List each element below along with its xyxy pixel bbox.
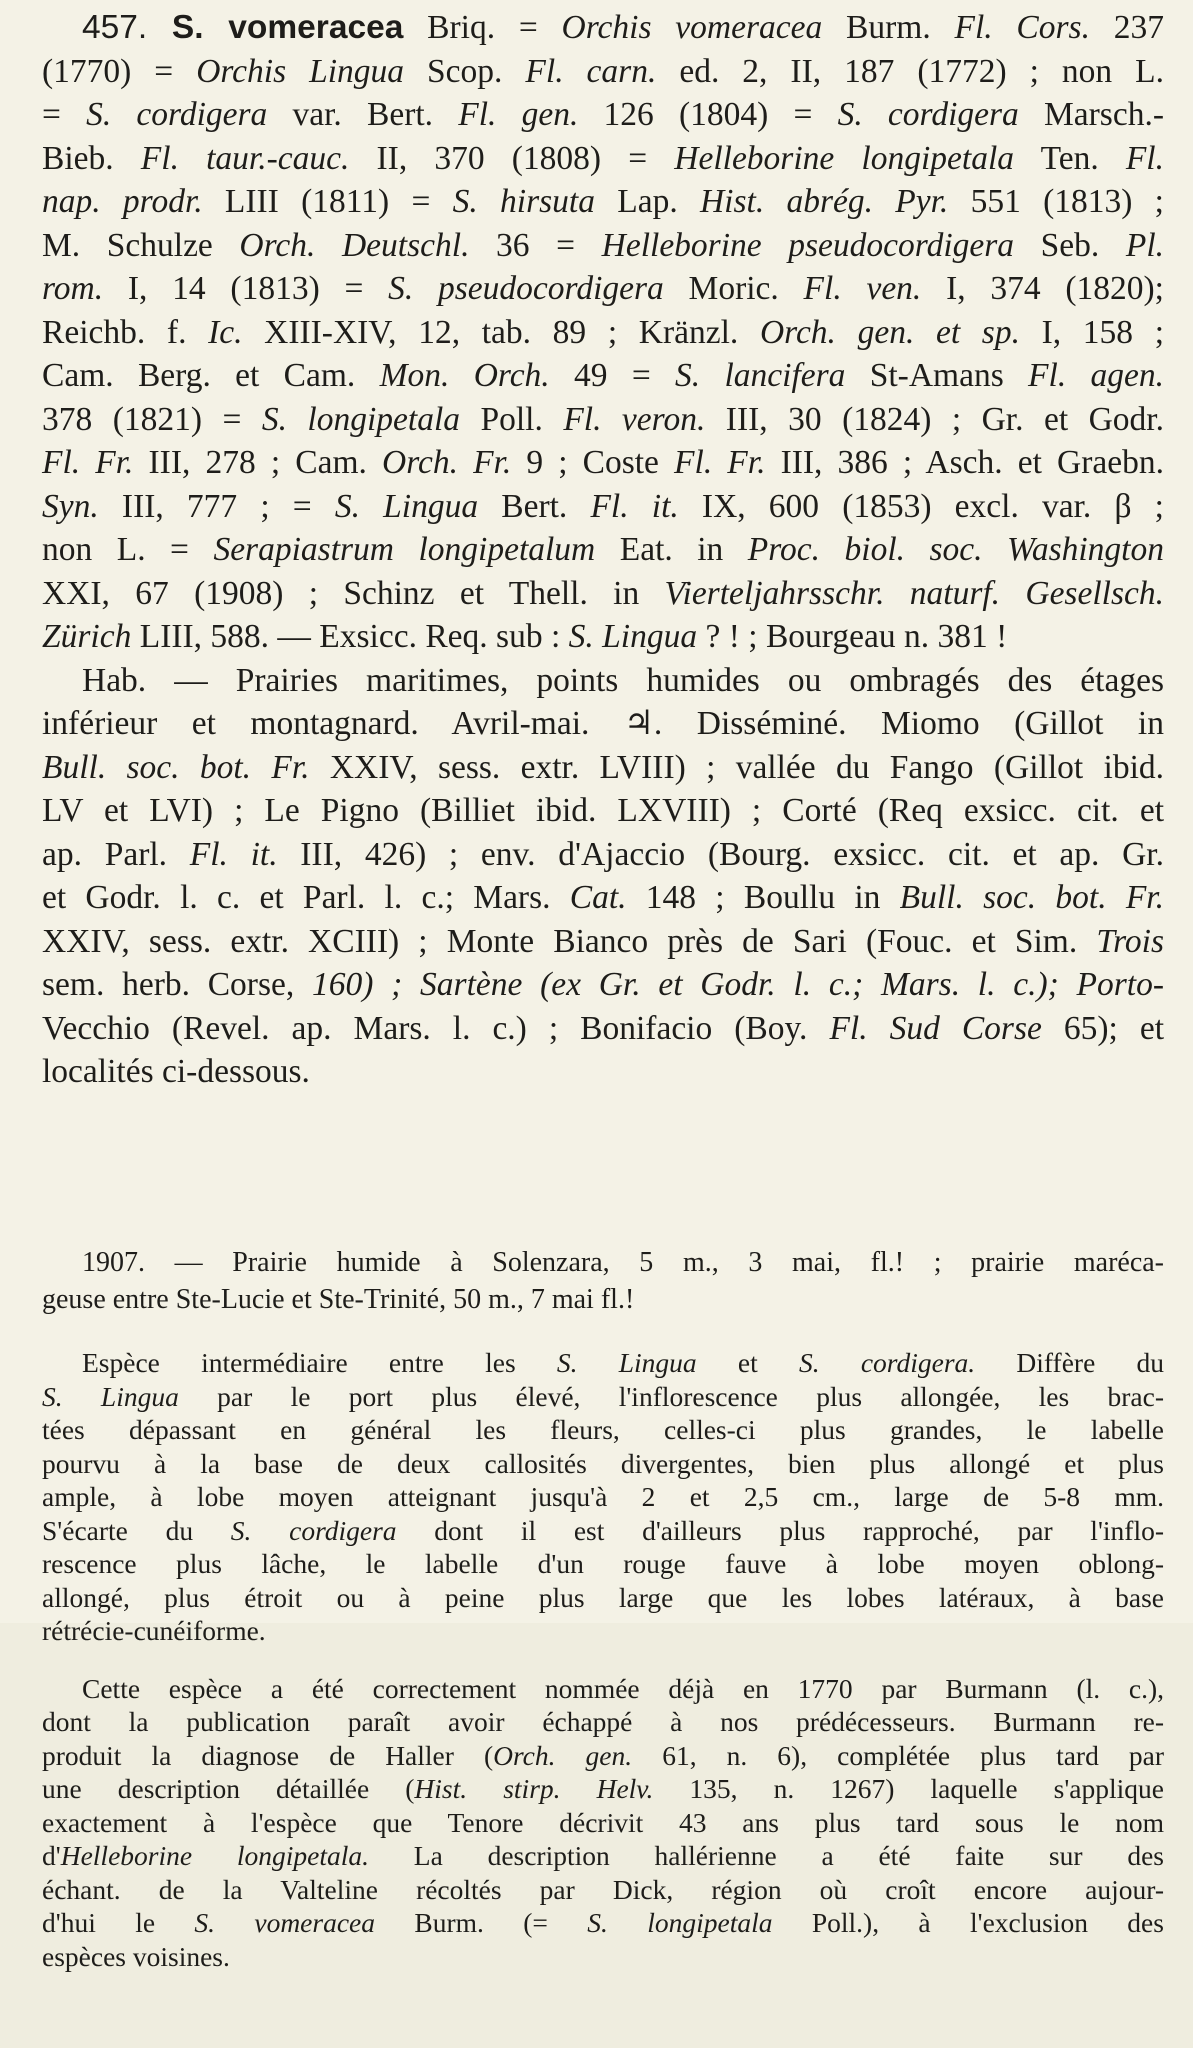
- text-run: Bert.: [478, 487, 591, 525]
- text-run: St-Amans: [845, 357, 1029, 394]
- citation-italic: S. vomeracea: [194, 1907, 375, 1938]
- citation-italic: S. cordigera: [230, 1514, 397, 1546]
- text-line: [42, 50, 1164, 94]
- text-line: [42, 137, 1164, 181]
- synonymy-paragraph: [42, 6, 1164, 659]
- text-line: [42, 833, 1164, 877]
- text-line: [42, 963, 1164, 1007]
- text-line: [42, 6, 1164, 50]
- text-run: (1770) =: [42, 52, 197, 90]
- citation-italic: Fl. it.: [189, 835, 278, 873]
- text-line: [42, 659, 1164, 703]
- citation-italic: Helleborine longipetala.: [60, 1840, 369, 1871]
- text-run: Lap.: [594, 183, 700, 220]
- text-line: [42, 1739, 1164, 1773]
- text-run: 135, n. 1267) laquelle s'applique: [653, 1773, 1164, 1804]
- text-run: Vecchio (Revel. ap. Mars. l. c.) ; Bonifacio (Boy.: [42, 1009, 830, 1047]
- text-run: 65); et: [1041, 1009, 1165, 1047]
- text-run: ample, à lobe moyen atteignant jusqu'à 2 et 2,5 cm., large de 5-8 mm.: [42, 1481, 1164, 1512]
- text-run: Diffère du: [975, 1347, 1165, 1378]
- text-run: 61, n. 6), complétée plus tard par: [632, 1739, 1164, 1771]
- text-run: =: [42, 96, 87, 133]
- text-run: XIII-XIV, 12, tab. 89 ; Kränzl.: [242, 313, 760, 351]
- text-line: [42, 572, 1164, 616]
- text-run: 1907. — Prairie humide à Solenzara, 5 m., 3 mai, fl.! ; prairie maréca-: [82, 1247, 1164, 1278]
- text-run: rescence plus lâche, le labelle d'un rouge fauve à lobe moyen oblong-: [42, 1548, 1164, 1579]
- text-run: Briq. =: [403, 9, 562, 46]
- citation-italic: S. hirsuta: [452, 183, 595, 220]
- text-run: exactement à l'espèce que Tenore décrivit 43 ans plus tard sous le nom: [42, 1806, 1164, 1838]
- citation-italic: S. Lingua: [556, 1347, 697, 1378]
- text-run: 148 ; Boullu in: [626, 879, 900, 916]
- text-run: 9 ; Coste: [511, 444, 675, 481]
- taxonomic-notes: [42, 1346, 1164, 1973]
- text-run: d': [42, 1840, 61, 1871]
- citation-italic: S. Lingua: [568, 618, 698, 655]
- text-line: [42, 1705, 1164, 1739]
- citation-italic: Fl.: [1125, 139, 1164, 177]
- text-line: [42, 93, 1164, 137]
- citation-italic: Fl. carn.: [525, 52, 657, 90]
- citation-italic: Orchis Lingua: [196, 52, 405, 90]
- text-line: [42, 1672, 1164, 1706]
- text-run: IX, 600 (1853) excl. var. β ;: [678, 487, 1164, 525]
- text-run: Marsch.-: [1018, 96, 1164, 133]
- text-run: Ten.: [1014, 139, 1126, 177]
- text-run: Poll.), à l'exclusion des: [772, 1907, 1164, 1938]
- text-run: 49 =: [549, 357, 676, 394]
- text-run: produit la diagnose de Haller (: [42, 1739, 494, 1771]
- text-line: [42, 1906, 1164, 1940]
- text-run: espèces voisines.: [42, 1940, 230, 1972]
- citation-italic: Cat.: [569, 879, 627, 916]
- text-line: [42, 224, 1164, 268]
- text-run: Burm. (=: [375, 1907, 588, 1938]
- text-run: dont il est d'ailleurs plus rapproché, par l'inflo-: [396, 1514, 1164, 1546]
- citation-italic: S. pseudocordigera: [388, 270, 664, 307]
- citation-italic: S. cordigera: [86, 96, 268, 133]
- citation-italic: Orch. gen. et sp.: [759, 313, 1020, 351]
- paragraph-gap: [42, 1648, 1164, 1672]
- species-entry: [42, 6, 1164, 1094]
- text-line: [42, 789, 1164, 833]
- text-run: LV et LVI) ; Le Pigno (Billiet ibid. LXVIII) ; Corté (Req exsicc. cit. et: [42, 792, 1164, 829]
- text-line: [42, 1050, 1164, 1094]
- text-run: III, 278 ; Cam.: [133, 444, 382, 481]
- text-line: [42, 1514, 1164, 1548]
- text-line: [42, 1244, 1164, 1281]
- text-line: [42, 311, 1164, 355]
- text-run: Cette espèce a été correctement nommée déjà en 1770 par Burmann (l. c.),: [82, 1672, 1164, 1704]
- text-run: Reichb. f.: [42, 313, 209, 351]
- text-line: [42, 1806, 1164, 1840]
- citation-italic: Orch. Deutschl.: [239, 226, 470, 264]
- text-line: [42, 615, 1164, 659]
- citation-italic: Ic.: [208, 313, 243, 351]
- text-line: [42, 528, 1164, 572]
- citation-italic: S. cordigera: [837, 96, 1019, 133]
- text-run: 36 =: [469, 226, 602, 264]
- text-run: I, 158 ;: [1019, 313, 1165, 351]
- citation-italic: Zürich: [42, 618, 132, 655]
- text-line: [42, 1380, 1164, 1414]
- citation-italic: Helleborine longipetala: [674, 139, 1015, 177]
- text-run: I, 374 (1820);: [921, 270, 1164, 307]
- text-run: III, 426) ; env. d'Ajaccio (Bourg. exsicc. cit. et ap. Gr.: [277, 835, 1164, 873]
- text-run: Espèce intermédiaire entre les: [82, 1347, 557, 1378]
- text-run: inférieur et montagnard. Avril-mai. ♃. Disséminé. Miomo (Gillot in: [42, 705, 1164, 742]
- text-line: [42, 920, 1164, 964]
- text-line: [42, 702, 1164, 746]
- text-run: XXIV, sess. extr. LVIII) ; vallée du Fango (Gillot ibid.: [309, 748, 1164, 786]
- text-line: [42, 354, 1164, 398]
- text-run: et: [696, 1347, 799, 1378]
- citation-italic: Orch. Fr.: [382, 444, 512, 481]
- citation-italic: Orch. gen.: [493, 1739, 633, 1771]
- citation-italic: Fl. agen.: [1028, 357, 1164, 394]
- citation-italic: Fl. taur.-cauc.: [140, 139, 350, 177]
- citation-italic: S. lancifera: [675, 357, 846, 394]
- text-line: [42, 1772, 1164, 1806]
- citation-italic: Orchis vomeracea: [561, 9, 823, 46]
- citation-italic: Serapiastrum longipetalum: [213, 531, 596, 568]
- text-run: une description détaillée (: [42, 1773, 415, 1804]
- species-name: S. vomeracea: [171, 9, 404, 46]
- text-run: II, 370 (1808) =: [349, 139, 675, 177]
- citation-italic: Helleborine pseudocordigera: [601, 226, 1015, 264]
- citation-italic: Fl. it.: [590, 487, 679, 525]
- text-run: XXI, 67 (1908) ; Schinz et Thell. in: [42, 574, 665, 612]
- text-line: [42, 1007, 1164, 1051]
- citation-italic: Bull. soc. bot. Fr.: [42, 748, 310, 786]
- citation-italic: S. Lingua: [42, 1380, 179, 1412]
- text-run: échant. de la Valteline récoltés par Dick, région où croît encore aujour-: [42, 1873, 1164, 1905]
- citation-italic: S. cordigera.: [799, 1347, 976, 1378]
- text-run: Seb.: [1014, 226, 1126, 264]
- text-run: III, 30 (1824) ; Gr. et Godr.: [705, 400, 1164, 438]
- text-run: LIII, 588. — Exsicc. Req. sub :: [131, 618, 569, 655]
- text-line: [42, 746, 1164, 790]
- text-run: allongé, plus étroit ou à peine plus large que les lobes latéraux, à base: [42, 1581, 1164, 1613]
- citation-italic: Syn.: [42, 487, 99, 525]
- text-run: 378 (1821) =: [42, 400, 262, 438]
- text-run: tées dépassant en général les fleurs, celles-ci plus grandes, le labelle: [42, 1414, 1164, 1445]
- citation-italic: Fl. Fr.: [42, 444, 134, 481]
- text-run: 126 (1804) =: [578, 96, 838, 133]
- text-run: 551 (1813) ;: [948, 183, 1164, 220]
- text-run: Moric.: [663, 270, 804, 307]
- text-line: [42, 267, 1164, 311]
- text-line: [42, 1413, 1164, 1447]
- text-run: Cam. Berg. et Cam.: [42, 357, 380, 394]
- citation-italic: Bull. soc. bot. Fr.: [899, 879, 1165, 916]
- text-line: [42, 1940, 1164, 1974]
- text-run: par le port plus élevé, l'inflorescence plus allongée, les brac-: [178, 1380, 1165, 1412]
- citation-italic: Hist. abrég. Pyr.: [699, 183, 949, 220]
- citation-italic: S. longipetala: [587, 1907, 773, 1938]
- text-run: dont la publication paraît avoir échappé à nos prédécesseurs. Burmann re-: [42, 1706, 1164, 1737]
- text-run: localités ci-dessous.: [42, 1053, 310, 1090]
- citation-italic: Fl. gen.: [458, 96, 579, 133]
- text-line: [42, 1614, 1164, 1648]
- text-line: [42, 1581, 1164, 1615]
- text-run: d'hui le: [42, 1907, 195, 1938]
- citation-italic: rom.: [42, 270, 104, 307]
- text-run: I, 14 (1813) =: [103, 270, 389, 307]
- text-run: Bieb.: [42, 139, 141, 177]
- text-run: LIII (1811) =: [202, 183, 453, 220]
- text-line: [42, 1346, 1164, 1380]
- citation-italic: Vierteljahrsschr. naturf. Gesellsch.: [664, 574, 1164, 612]
- citation-italic: Fl. Sud Corse: [829, 1009, 1042, 1047]
- text-run: ap. Parl.: [42, 835, 190, 873]
- citation-italic: S. longipetala: [261, 400, 461, 438]
- text-run: 237: [1089, 9, 1164, 46]
- notes-paragraph-1: [42, 1346, 1164, 1648]
- citation-italic: Trois: [1096, 922, 1164, 960]
- text-run: Poll.: [460, 400, 564, 438]
- text-run: Eat. in: [595, 531, 748, 568]
- text-run: La description hallérienne a été faite sur des: [369, 1840, 1164, 1871]
- citation-italic: Fl. Fr.: [674, 444, 766, 481]
- citation-italic: Fl. Cors.: [954, 9, 1090, 46]
- citation-italic: Mon. Orch.: [379, 357, 550, 394]
- text-line: [42, 1839, 1164, 1873]
- text-line: [42, 1547, 1164, 1581]
- text-run: Hab. — Prairies maritimes, points humides ou ombragés des étages: [82, 661, 1164, 699]
- text-run: 457.: [82, 9, 172, 46]
- citation-italic: Hist. stirp. Helv.: [414, 1773, 654, 1804]
- text-run: ? ! ; Bourgeau n. 381 !: [697, 618, 1008, 655]
- notes-paragraph-2: [42, 1672, 1164, 1974]
- text-run: et Godr. l. c. et Parl. l. c.; Mars.: [42, 879, 570, 916]
- text-run: pourvu à la base de deux callosités divergentes, bien plus allongé et plus: [42, 1447, 1164, 1479]
- text-line: [42, 180, 1164, 224]
- text-run: M. Schulze: [42, 226, 240, 264]
- habitat-paragraph: [42, 659, 1164, 1094]
- text-line: [42, 485, 1164, 529]
- text-run: sem. herb. Corse,: [42, 966, 295, 1003]
- citation-italic: S. Lingua: [334, 487, 479, 525]
- text-run: III, 777 ; =: [98, 487, 335, 525]
- text-line: [42, 1447, 1164, 1481]
- text-run: geuse entre Ste-Lucie et Ste-Trinité, 50 m., 7 mai fl.!: [42, 1284, 635, 1315]
- text-run: Scop.: [404, 52, 526, 90]
- citation-italic: nap. prodr.: [42, 183, 203, 220]
- text-run: Burm.: [822, 9, 955, 46]
- text-run: non L. =: [42, 531, 214, 568]
- citation-italic: 160) ; Sartène (ex Gr. et Godr. l. c.; Mars. l. c.); Porto-: [294, 966, 1164, 1003]
- text-line: [42, 1281, 1164, 1318]
- text-run: rétrécie-cunéiforme.: [42, 1615, 266, 1646]
- text-line: [42, 1873, 1164, 1907]
- citation-italic: Proc. biol. soc. Washington: [747, 531, 1164, 568]
- text-run: III, 386 ; Asch. et Graebn.: [765, 444, 1165, 481]
- text-line: [42, 1480, 1164, 1514]
- text-line: [42, 441, 1164, 485]
- collection-record: [42, 1244, 1164, 1318]
- citation-italic: Fl. ven.: [803, 270, 922, 307]
- text-line: [42, 876, 1164, 920]
- text-line: [42, 398, 1164, 442]
- text-run: var. Bert.: [267, 96, 459, 133]
- text-run: ed. 2, II, 187 (1772) ; non L.: [656, 52, 1164, 90]
- text-run: S'écarte du: [42, 1514, 231, 1546]
- citation-italic: Pl.: [1125, 226, 1165, 264]
- text-run: XXIV, sess. extr. XCIII) ; Monte Bianco près de Sari (Fouc. et Sim.: [42, 922, 1097, 960]
- citation-italic: Fl. veron.: [563, 400, 706, 438]
